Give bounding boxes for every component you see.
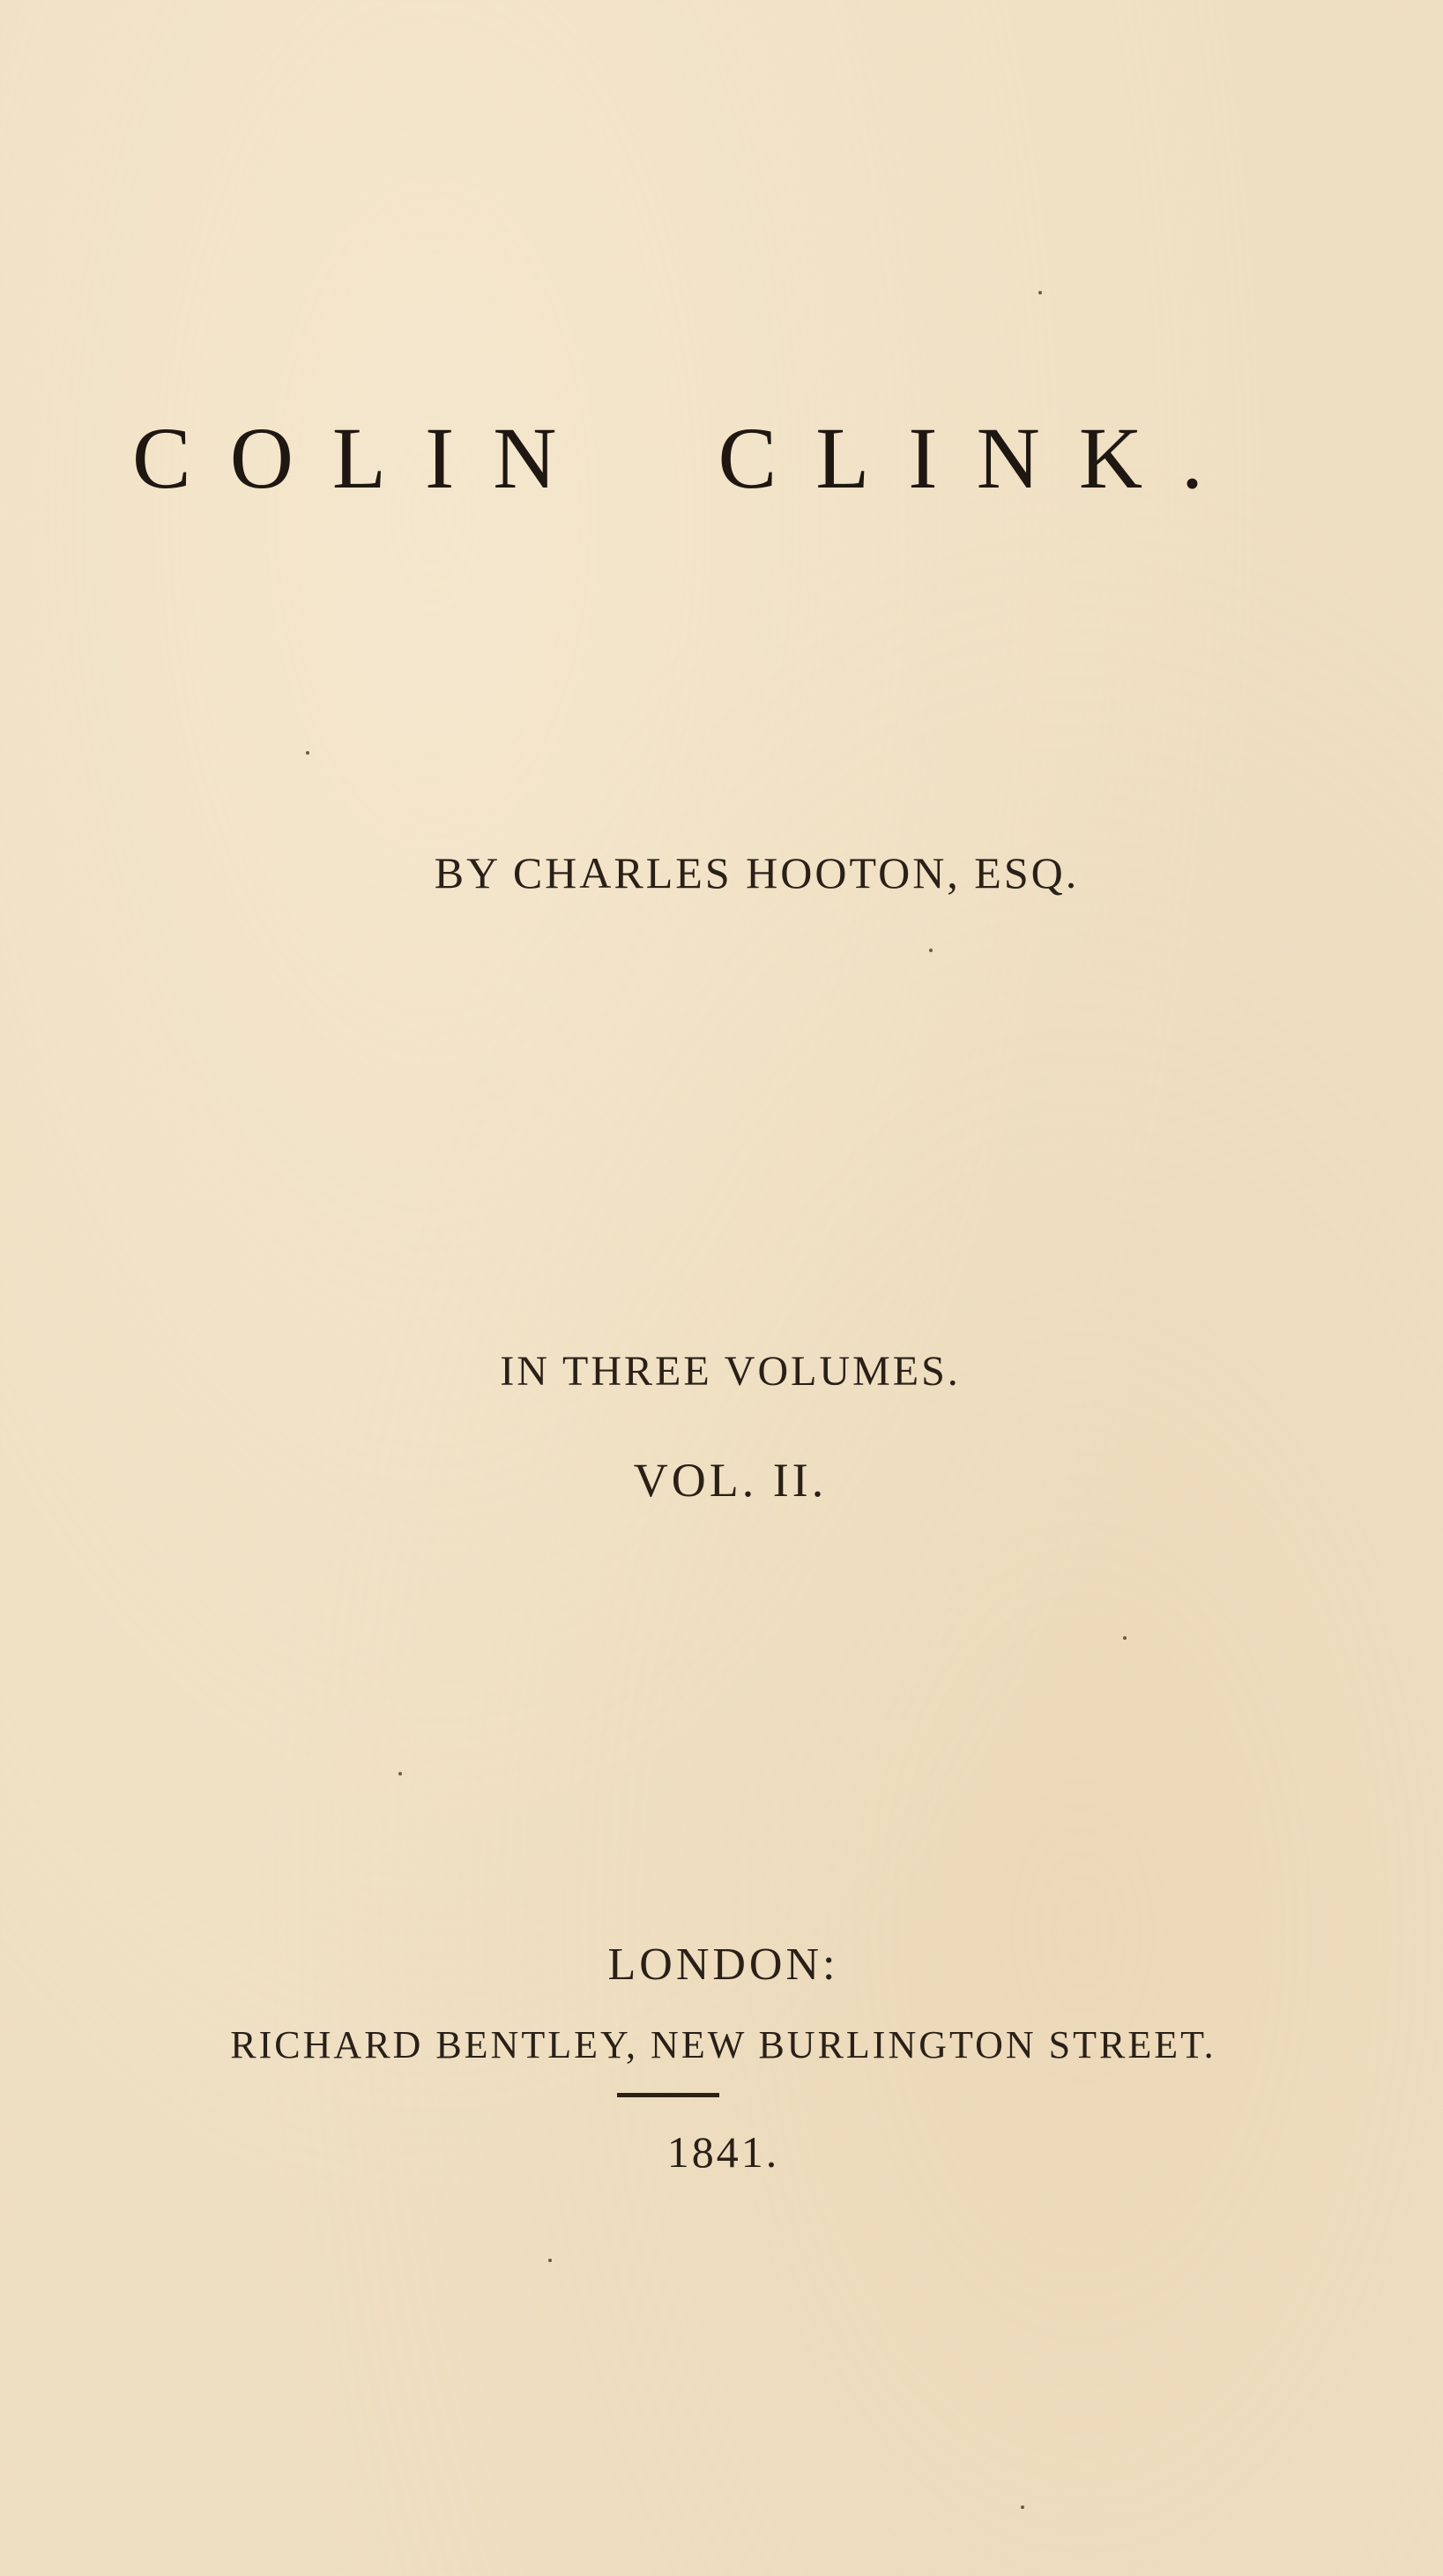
- author-line: BY CHARLES HOOTON, ESQ.: [434, 848, 1080, 897]
- imprint-city: LONDON:: [607, 1939, 839, 1990]
- paper-speck: [1021, 2505, 1024, 2509]
- volumes-note: IN THREE VOLUMES.: [500, 1348, 961, 1395]
- imprint-year: 1841.: [666, 2127, 780, 2177]
- paper-speck: [306, 751, 309, 755]
- paper-speck: [1123, 1636, 1127, 1640]
- paper-speck: [398, 1772, 402, 1776]
- imprint-rule: [617, 2093, 719, 2097]
- paper-speck: [929, 949, 933, 952]
- paper-speck: [1038, 291, 1042, 294]
- paper-speck: [548, 2259, 552, 2262]
- volume-number: VOL. II.: [633, 1454, 828, 1507]
- book-title: COLIN CLINK.: [132, 409, 1243, 507]
- imprint-publisher: RICHARD BENTLEY, NEW BURLINGTON STREET.: [230, 2023, 1216, 2066]
